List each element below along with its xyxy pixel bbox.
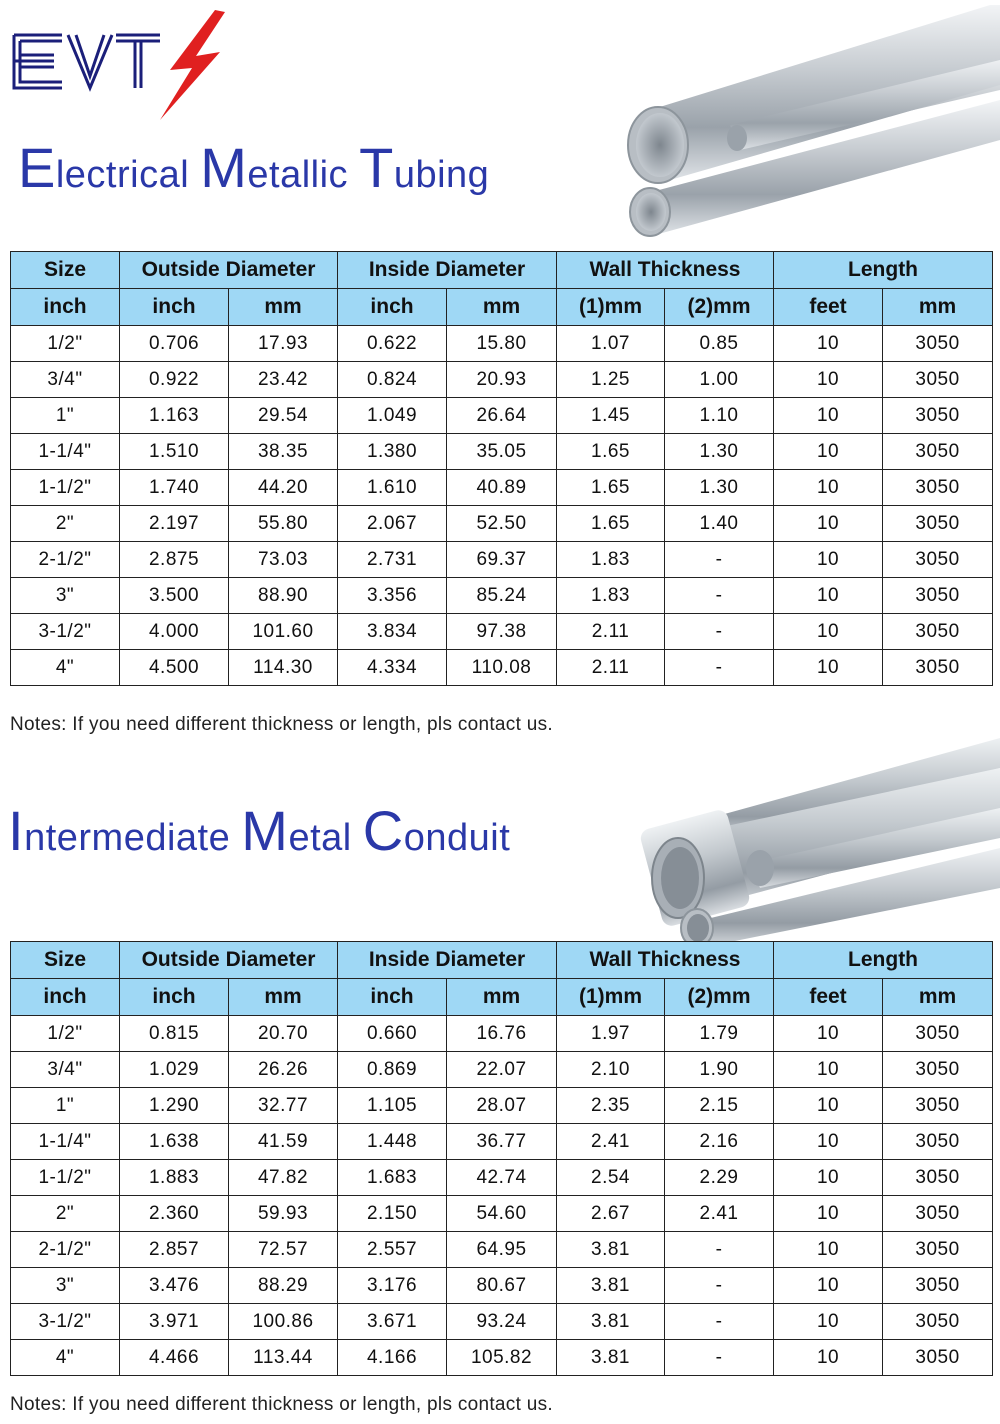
table-cell: 1.83	[557, 578, 665, 614]
table-cell: 4.466	[120, 1340, 229, 1376]
header-inside-diameter: Inside Diameter	[338, 252, 557, 289]
table-cell: 38.35	[229, 434, 338, 470]
table-row	[11, 1196, 993, 1232]
table-cell: -	[665, 1304, 774, 1340]
emt-spec-table	[10, 251, 993, 686]
table-cell: 2"	[11, 1196, 120, 1232]
table-cell: 1.10	[665, 398, 774, 434]
table-cell: 2.150	[338, 1196, 447, 1232]
table-cell: 15.80	[447, 326, 557, 362]
table-cell: 3.81	[557, 1340, 665, 1376]
table-cell: 114.30	[229, 650, 338, 686]
header-size: Size	[11, 942, 120, 979]
table-cell: 1.25	[557, 362, 665, 398]
table-cell: 3050	[883, 650, 993, 686]
table-cell: 113.44	[229, 1340, 338, 1376]
table-cell: 3.476	[120, 1268, 229, 1304]
table-cell: 3050	[883, 1088, 993, 1124]
table-row	[11, 542, 993, 578]
table-cell: 10	[774, 1340, 883, 1376]
table-cell: 3050	[883, 578, 993, 614]
table-cell: 1-1/4"	[11, 434, 120, 470]
table-cell: 0.922	[120, 362, 229, 398]
table-cell: 0.815	[120, 1016, 229, 1052]
table-cell: 1.683	[338, 1160, 447, 1196]
table-cell: 2.557	[338, 1232, 447, 1268]
lightning-bolt-icon	[160, 10, 225, 120]
table-row	[11, 1304, 993, 1340]
table-cell: 1.380	[338, 434, 447, 470]
table-cell: 2.15	[665, 1088, 774, 1124]
table-cell: 1.83	[557, 542, 665, 578]
header-outside-diameter: Outside Diameter	[120, 252, 338, 289]
header-size: Size	[11, 252, 120, 289]
table-cell: 10	[774, 1196, 883, 1232]
table-cell: 10	[774, 1088, 883, 1124]
subheader-cell: inch	[120, 289, 229, 326]
table-cell: -	[665, 650, 774, 686]
table-cell: 10	[774, 470, 883, 506]
table-cell: 10	[774, 650, 883, 686]
evt-logo	[10, 10, 230, 125]
table-cell: -	[665, 1268, 774, 1304]
subheader-cell: mm	[883, 979, 993, 1016]
table-cell: 1.883	[120, 1160, 229, 1196]
table-cell: 2.11	[557, 650, 665, 686]
table-subheader-row	[11, 289, 993, 326]
table-header-row	[11, 252, 993, 289]
subheader-cell: (1)mm	[557, 979, 665, 1016]
table-row	[11, 326, 993, 362]
table-cell: 1.40	[665, 506, 774, 542]
table-cell: 4"	[11, 650, 120, 686]
table-cell: 32.77	[229, 1088, 338, 1124]
table-row	[11, 578, 993, 614]
table-cell: 2-1/2"	[11, 1232, 120, 1268]
table-row	[11, 1340, 993, 1376]
table-cell: 3050	[883, 1016, 993, 1052]
table-cell: 36.77	[447, 1124, 557, 1160]
table-cell: 1.30	[665, 470, 774, 506]
table-cell: 2.10	[557, 1052, 665, 1088]
table-cell: 3050	[883, 1340, 993, 1376]
section-title-emt: Electrical Metallic Tubing	[18, 136, 490, 199]
table-cell: 1"	[11, 1088, 120, 1124]
table-cell: 69.37	[447, 542, 557, 578]
note-text: Notes: If you need different thickness or length, pls contact us.	[10, 714, 554, 735]
table-cell: 3.834	[338, 614, 447, 650]
table-cell: 3.356	[338, 578, 447, 614]
table-cell: 10	[774, 326, 883, 362]
table-cell: 73.03	[229, 542, 338, 578]
table-cell: 3.81	[557, 1268, 665, 1304]
table-cell: 16.76	[447, 1016, 557, 1052]
table-cell: 72.57	[229, 1232, 338, 1268]
table-cell: 2.41	[665, 1196, 774, 1232]
table-cell: 1.00	[665, 362, 774, 398]
table-cell: -	[665, 578, 774, 614]
table-row	[11, 1124, 993, 1160]
table-cell: 85.24	[447, 578, 557, 614]
table-cell: 22.07	[447, 1052, 557, 1088]
table-cell: 2.197	[120, 506, 229, 542]
table-header-row	[11, 942, 993, 979]
subheader-cell: (2)mm	[665, 289, 774, 326]
table-cell: 2.29	[665, 1160, 774, 1196]
table-cell: 4.334	[338, 650, 447, 686]
table-cell: 3050	[883, 1232, 993, 1268]
table-cell: 40.89	[447, 470, 557, 506]
table-cell: 1.448	[338, 1124, 447, 1160]
table-cell: 26.26	[229, 1052, 338, 1088]
table-cell: 0.85	[665, 326, 774, 362]
table-cell: 10	[774, 1052, 883, 1088]
table-cell: 2.360	[120, 1196, 229, 1232]
table-cell: 3050	[883, 398, 993, 434]
table-cell: 3050	[883, 542, 993, 578]
note-text: Notes: If you need different thickness or length, pls contact us.	[10, 1394, 554, 1415]
table-cell: 1"	[11, 398, 120, 434]
table-row	[11, 650, 993, 686]
table-cell: 1.79	[665, 1016, 774, 1052]
table-cell: 3050	[883, 1268, 993, 1304]
table-cell: 1.07	[557, 326, 665, 362]
table-row	[11, 1016, 993, 1052]
table-cell: -	[665, 542, 774, 578]
table-cell: 2.41	[557, 1124, 665, 1160]
table-cell: -	[665, 1340, 774, 1376]
table-row	[11, 1160, 993, 1196]
table-cell: 17.93	[229, 326, 338, 362]
table-cell: 1.65	[557, 506, 665, 542]
table-cell: 2.11	[557, 614, 665, 650]
table-cell: 3.81	[557, 1304, 665, 1340]
table-cell: 1.90	[665, 1052, 774, 1088]
table-cell: 10	[774, 1016, 883, 1052]
imc-spec-table	[10, 941, 993, 1376]
subheader-cell: inch	[11, 289, 120, 326]
table-cell: 3.671	[338, 1304, 447, 1340]
table-cell: 35.05	[447, 434, 557, 470]
table-row	[11, 362, 993, 398]
table-cell: 3"	[11, 1268, 120, 1304]
table-cell: 10	[774, 1268, 883, 1304]
subheader-cell: inch	[120, 979, 229, 1016]
subheader-cell: (2)mm	[665, 979, 774, 1016]
table-row	[11, 1088, 993, 1124]
table-cell: 100.86	[229, 1304, 338, 1340]
table-cell: 2.067	[338, 506, 447, 542]
table-cell: 10	[774, 434, 883, 470]
table-cell: 2.67	[557, 1196, 665, 1232]
header-outside-diameter: Outside Diameter	[120, 942, 338, 979]
table-cell: 42.74	[447, 1160, 557, 1196]
table-cell: 3/4"	[11, 1052, 120, 1088]
table-cell: 3.971	[120, 1304, 229, 1340]
table-cell: 105.82	[447, 1340, 557, 1376]
table-cell: 3.176	[338, 1268, 447, 1304]
table-cell: 1.290	[120, 1088, 229, 1124]
table-cell: 3050	[883, 1052, 993, 1088]
header-length: Length	[774, 252, 993, 289]
table-cell: 1.163	[120, 398, 229, 434]
table-cell: 3"	[11, 578, 120, 614]
table-row	[11, 614, 993, 650]
table-cell: 20.93	[447, 362, 557, 398]
subheader-cell: inch	[338, 979, 447, 1016]
table-cell: 28.07	[447, 1088, 557, 1124]
table-cell: 3050	[883, 1196, 993, 1232]
table-cell: 10	[774, 1304, 883, 1340]
table-cell: 4.500	[120, 650, 229, 686]
table-cell: 10	[774, 578, 883, 614]
table-cell: 3050	[883, 434, 993, 470]
section-title-imc: Intermediate Metal Conduit	[8, 799, 511, 862]
table-cell: 1-1/2"	[11, 1160, 120, 1196]
subheader-cell: mm	[447, 289, 557, 326]
table-cell: 41.59	[229, 1124, 338, 1160]
table-cell: 52.50	[447, 506, 557, 542]
table-cell: -	[665, 1232, 774, 1268]
table-cell: 88.29	[229, 1268, 338, 1304]
table-row	[11, 1052, 993, 1088]
table-cell: 10	[774, 1124, 883, 1160]
table-cell: 0.622	[338, 326, 447, 362]
table-cell: 3050	[883, 614, 993, 650]
table-cell: 1.049	[338, 398, 447, 434]
table-cell: 0.660	[338, 1016, 447, 1052]
table-cell: 3050	[883, 1160, 993, 1196]
table-cell: 93.24	[447, 1304, 557, 1340]
table-row	[11, 398, 993, 434]
table-cell: 2-1/2"	[11, 542, 120, 578]
header-wall-thickness: Wall Thickness	[557, 942, 774, 979]
table-row	[11, 1232, 993, 1268]
table-cell: 2.54	[557, 1160, 665, 1196]
table-cell: 10	[774, 1232, 883, 1268]
subheader-cell: mm	[229, 979, 338, 1016]
table-cell: 10	[774, 1160, 883, 1196]
table-cell: 0.869	[338, 1052, 447, 1088]
table-cell: -	[665, 614, 774, 650]
subheader-cell: inch	[338, 289, 447, 326]
table-cell: 3050	[883, 362, 993, 398]
table-cell: 1.638	[120, 1124, 229, 1160]
table-cell: 1/2"	[11, 1016, 120, 1052]
table-cell: 3/4"	[11, 362, 120, 398]
table-cell: 3-1/2"	[11, 1304, 120, 1340]
table-cell: 29.54	[229, 398, 338, 434]
subheader-cell: feet	[774, 979, 883, 1016]
table-cell: 110.08	[447, 650, 557, 686]
table-cell: 10	[774, 614, 883, 650]
table-cell: 4.000	[120, 614, 229, 650]
table-cell: 2.16	[665, 1124, 774, 1160]
table-cell: 1-1/2"	[11, 470, 120, 506]
table-cell: 2.35	[557, 1088, 665, 1124]
table-cell: 101.60	[229, 614, 338, 650]
table-cell: 1.65	[557, 470, 665, 506]
header-wall-thickness: Wall Thickness	[557, 252, 774, 289]
table-row	[11, 470, 993, 506]
table-cell: 3.81	[557, 1232, 665, 1268]
table-cell: 1.45	[557, 398, 665, 434]
subheader-cell: inch	[11, 979, 120, 1016]
table-cell: 2.857	[120, 1232, 229, 1268]
table-cell: 88.90	[229, 578, 338, 614]
table-cell: 1.30	[665, 434, 774, 470]
subheader-cell: mm	[447, 979, 557, 1016]
table-cell: 10	[774, 362, 883, 398]
table-cell: 10	[774, 398, 883, 434]
table-cell: 1.105	[338, 1088, 447, 1124]
subheader-cell: mm	[229, 289, 338, 326]
table-subheader-row	[11, 979, 993, 1016]
subheader-cell: (1)mm	[557, 289, 665, 326]
table-cell: 3050	[883, 470, 993, 506]
imc-pipes-image	[630, 728, 1000, 948]
table-cell: 4"	[11, 1340, 120, 1376]
table-cell: 1.029	[120, 1052, 229, 1088]
header-length: Length	[774, 942, 993, 979]
table-cell: 10	[774, 506, 883, 542]
table-cell: 80.67	[447, 1268, 557, 1304]
table-cell: 3-1/2"	[11, 614, 120, 650]
table-cell: 3050	[883, 326, 993, 362]
header-inside-diameter: Inside Diameter	[338, 942, 557, 979]
table-cell: 0.824	[338, 362, 447, 398]
table-cell: 2"	[11, 506, 120, 542]
emt-pipes-image	[600, 0, 1000, 245]
table-cell: 54.60	[447, 1196, 557, 1232]
table-cell: 1/2"	[11, 326, 120, 362]
table-cell: 3050	[883, 1304, 993, 1340]
table-cell: 59.93	[229, 1196, 338, 1232]
table-cell: 97.38	[447, 614, 557, 650]
table-cell: 2.875	[120, 542, 229, 578]
subheader-cell: feet	[774, 289, 883, 326]
table-cell: 44.20	[229, 470, 338, 506]
table-row	[11, 434, 993, 470]
table-cell: 23.42	[229, 362, 338, 398]
table-cell: 0.706	[120, 326, 229, 362]
table-row	[11, 1268, 993, 1304]
table-cell: 55.80	[229, 506, 338, 542]
table-cell: 1.510	[120, 434, 229, 470]
table-cell: 2.731	[338, 542, 447, 578]
table-cell: 1.65	[557, 434, 665, 470]
table-cell: 47.82	[229, 1160, 338, 1196]
table-cell: 3050	[883, 506, 993, 542]
table-cell: 26.64	[447, 398, 557, 434]
table-cell: 4.166	[338, 1340, 447, 1376]
table-cell: 1.610	[338, 470, 447, 506]
table-row	[11, 506, 993, 542]
table-cell: 1.97	[557, 1016, 665, 1052]
table-cell: 1.740	[120, 470, 229, 506]
table-cell: 3050	[883, 1124, 993, 1160]
table-cell: 64.95	[447, 1232, 557, 1268]
subheader-cell: mm	[883, 289, 993, 326]
table-cell: 20.70	[229, 1016, 338, 1052]
table-cell: 1-1/4"	[11, 1124, 120, 1160]
table-cell: 10	[774, 542, 883, 578]
table-cell: 3.500	[120, 578, 229, 614]
